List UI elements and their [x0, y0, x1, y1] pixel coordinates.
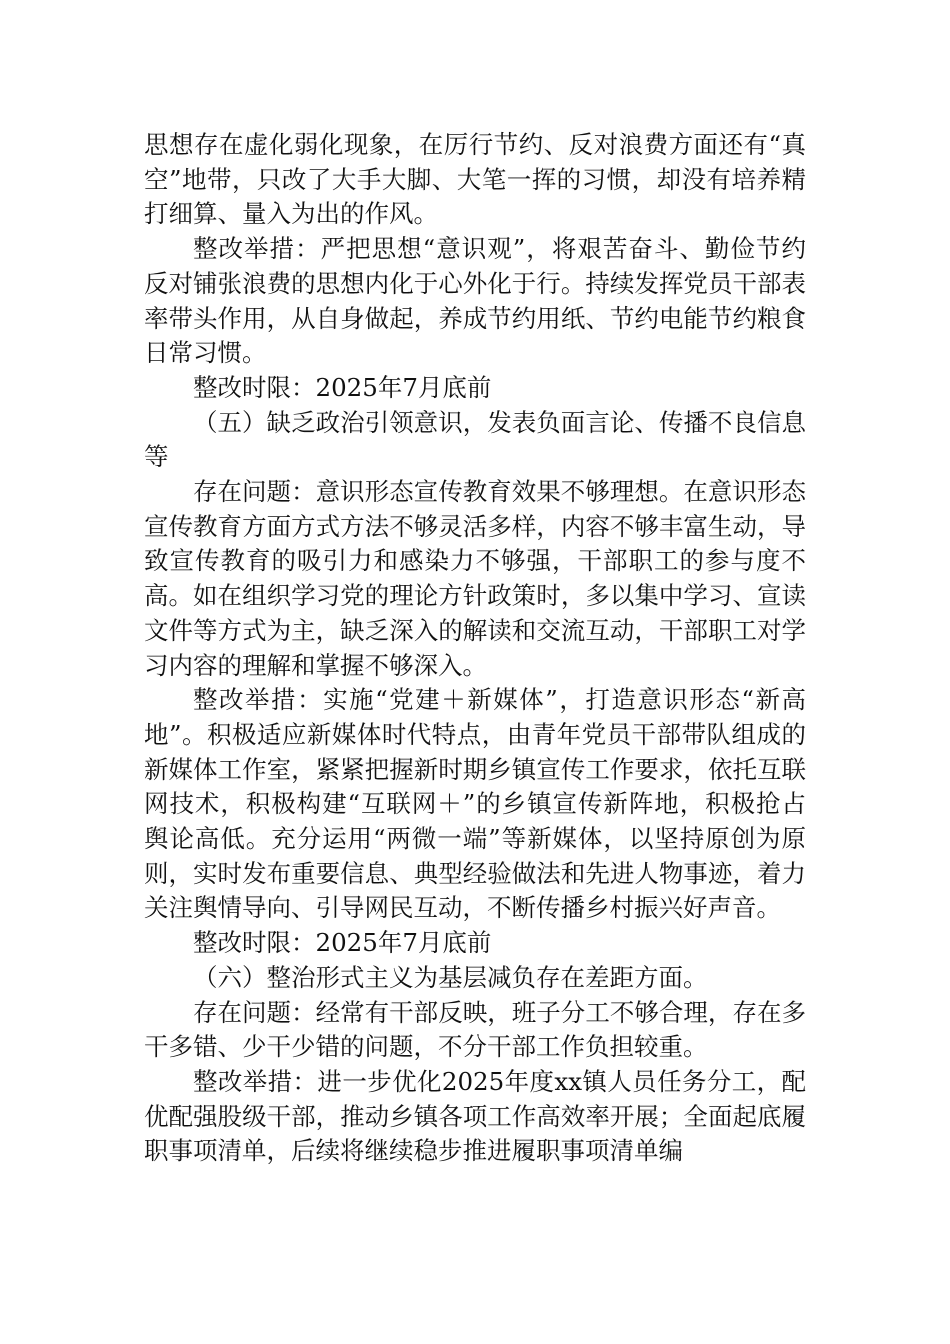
paragraph-deadline: 整改时限：2025年7月底前	[193, 928, 492, 958]
paragraph-rectification-measure: 整改举措：严把思想“意识观”，将艰苦奋斗、勤俭节约反对铺张浪费的思想内化于心外化于行。持续发挥党员干部表率带头作用，从自身做起，养成节约用纸、节约电能节约粮食日常习惯。	[144, 234, 806, 368]
section-heading-six: （六）整治形式主义为基层减负存在差距方面。	[193, 962, 708, 992]
paragraph-existing-problem: 存在问题：意识形态宣传教育效果不够理想。在意识形态宣传教育方面方式方法不够灵活多样，内容不够丰富生动，导致宣传教育的吸引力和感染力不够强，干部职工的参与度不高。如在组织学习党的理论方针政策时，多以集中学习、宣读文件等方式为主，缺乏深入的解读和交流互动，干部职工对学习内容的理解和掌握不够深入。	[144, 477, 806, 680]
document-body	[144, 128, 806, 1169]
section-heading-five: （五）缺乏政治引领意识，发表负面言论、传播不良信息等	[144, 407, 806, 472]
paragraph-deadline: 整改时限：2025年7月底前	[193, 372, 492, 402]
paragraph-rectification-measure: 整改举措：进一步优化2025年度xx镇人员任务分工，配优配强股级干部，推动乡镇各项工作高效率开展；全面起底履职事项清单，后续将继续稳步推进履职事项清单编	[144, 1066, 806, 1166]
paragraph-existing-problem: 存在问题：经常有干部反映，班子分工不够合理，存在多干多错、少干少错的问题，不分干部工作负担较重。	[144, 997, 806, 1062]
paragraph-rectification-measure: 整改举措：实施“党建＋新媒体”，打造意识形态“新高地”。积极适应新媒体时代特点，由青年党员干部带队组成的新媒体工作室，紧紧把握新时期乡镇宣传工作要求，依托互联网技术，积极构建“互联网＋”的乡镇宣传新阵地，积极抢占舆论高低。充分运用“两微一端”等新媒体，以坚持原创为原则，实时发布重要信息、典型经验做法和先进人物事迹，着力关注舆情导向、引导网民互动，不断传播乡村振兴好声音。	[144, 685, 806, 923]
paragraph-continuation: 思想存在虚化弱化现象，在厉行节约、反对浪费方面还有“真空”地带，只改了大手大脚、大笔一挥的习惯，却没有培养精打细算、量入为出的作风。	[144, 130, 806, 229]
